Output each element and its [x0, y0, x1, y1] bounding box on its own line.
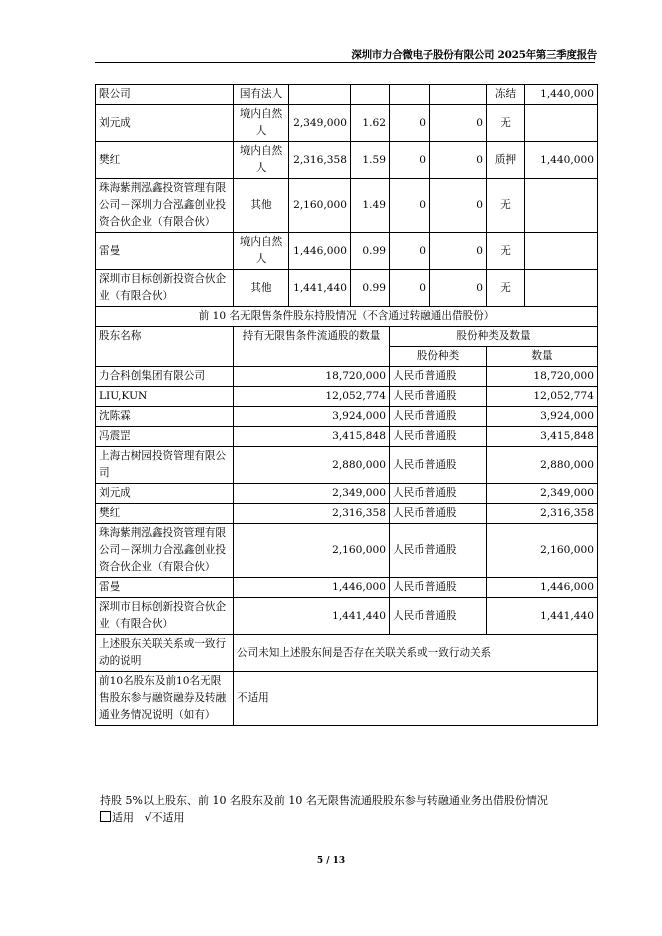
- unrestricted-title: 前 10 名无限售条件股东持股情况（不含通过转融通出借股份）: [96, 307, 598, 327]
- top10-nature: 境内自然人: [234, 142, 289, 179]
- relation-label: 上述股东关联关系或一致行动的说明: [96, 635, 234, 672]
- margin-value: 不适用: [234, 672, 598, 726]
- top10-shares: 2,316,358: [289, 142, 351, 179]
- col-header-kind: 股份种类及数量: [390, 327, 598, 347]
- unrestricted-type: 人民币普通股: [390, 484, 487, 504]
- unrestricted-name: 雷曼: [96, 578, 234, 598]
- top10-row: [96, 85, 598, 105]
- top10-name: 限公司: [96, 85, 234, 105]
- unrestricted-name: LIU,KUN: [96, 387, 234, 407]
- relation-value: 公司未知上述股东间是否存在关联关系或一致行动关系: [234, 635, 598, 672]
- unrestricted-type: 人民币普通股: [390, 407, 487, 427]
- col-header-kind-type: 股份种类: [390, 347, 487, 367]
- top10-shares: 1,441,440: [289, 270, 351, 307]
- unrestricted-type: 人民币普通股: [390, 427, 487, 447]
- margin-label: 前10名股东及前10名无限售股东参与融资融券及转融通业务情况说明（如有）: [96, 672, 234, 726]
- top10-restricted: 0: [390, 233, 430, 270]
- unrestricted-num: 2,880,000: [487, 447, 598, 484]
- top10-pledge-count: [525, 105, 598, 142]
- top10-shares: 2,349,000: [289, 105, 351, 142]
- col-header-name: 股东名称: [96, 327, 234, 367]
- top10-nature: 境内自然人: [234, 105, 289, 142]
- page-number: 5 / 13: [316, 856, 346, 866]
- top10-name: 珠海紫荆泓鑫投资管理有限公司－深圳力合泓鑫创业投资合伙企业（有限合伙）: [96, 179, 234, 233]
- top10-restricted: 0: [390, 105, 430, 142]
- top10-pledge-count: [525, 179, 598, 233]
- relation-row: [96, 635, 598, 672]
- top10-lent: [430, 85, 487, 105]
- unrestricted-num: 12,052,774: [487, 387, 598, 407]
- unrestricted-qty: 2,349,000: [234, 484, 390, 504]
- unrestricted-row: [96, 598, 598, 635]
- unrestricted-name: 冯震罡: [96, 427, 234, 447]
- unrestricted-num: 1,446,000: [487, 578, 598, 598]
- top10-lent: 0: [430, 142, 487, 179]
- unrestricted-type: 人民币普通股: [390, 598, 487, 635]
- unrestricted-row: [96, 447, 598, 484]
- unrestricted-name: 力合科创集团有限公司: [96, 367, 234, 387]
- unrestricted-type: 人民币普通股: [390, 524, 487, 578]
- top10-ratio: 1.62: [351, 105, 390, 142]
- unrestricted-name: 珠海紫荆泓鑫投资管理有限公司－深圳力合泓鑫创业投资合伙企业（有限合伙）: [96, 524, 234, 578]
- unrestricted-num: 2,316,358: [487, 504, 598, 524]
- unrestricted-row: [96, 504, 598, 524]
- top10-lent: 0: [430, 179, 487, 233]
- top10-restricted: 0: [390, 142, 430, 179]
- check-mark-icon: √: [144, 811, 152, 824]
- top10-ratio: 1.49: [351, 179, 390, 233]
- unrestricted-type: 人民币普通股: [390, 367, 487, 387]
- report-header: 深圳市力合微电子股份有限公司 2025年第三季度报告: [351, 49, 597, 61]
- unrestricted-qty: 1,441,440: [234, 598, 390, 635]
- top10-nature: 其他: [234, 270, 289, 307]
- top10-name: 刘元成: [96, 105, 234, 142]
- top10-restricted: 0: [390, 179, 430, 233]
- option-not-applicable: 不适用: [151, 811, 185, 824]
- top10-status: 冻结: [487, 85, 525, 105]
- unrestricted-type: 人民币普通股: [390, 578, 487, 598]
- top10-ratio: [351, 85, 390, 105]
- top10-row: [96, 233, 598, 270]
- top10-ratio: 0.99: [351, 270, 390, 307]
- top10-name: 雷曼: [96, 233, 234, 270]
- unrestricted-qty: 3,415,848: [234, 427, 390, 447]
- top10-pledge-count: [525, 270, 598, 307]
- top10-pledge-count: 1,440,000: [525, 85, 598, 105]
- top10-ratio: 0.99: [351, 233, 390, 270]
- unrestricted-num: 3,924,000: [487, 407, 598, 427]
- unrestricted-qty: 12,052,774: [234, 387, 390, 407]
- unrestricted-row: [96, 524, 598, 578]
- top10-row: [96, 142, 598, 179]
- unrestricted-num: 1,441,440: [487, 598, 598, 635]
- header-divider: [95, 62, 595, 63]
- top10-row: [96, 105, 598, 142]
- top10-lent: 0: [430, 233, 487, 270]
- unrestricted-name: 樊红: [96, 504, 234, 524]
- applicability-options: [100, 809, 548, 826]
- unrestricted-row: [96, 367, 598, 387]
- top10-restricted: 0: [390, 270, 430, 307]
- unrestricted-type: 人民币普通股: [390, 387, 487, 407]
- top10-shares: 1,446,000: [289, 233, 351, 270]
- shareholder-table: [95, 84, 598, 726]
- top10-name: 深圳市目标创新投资合伙企业（有限合伙）: [96, 270, 234, 307]
- top10-ratio: 1.59: [351, 142, 390, 179]
- unrestricted-name: 深圳市目标创新投资合伙企业（有限合伙）: [96, 598, 234, 635]
- unrestricted-qty: 18,720,000: [234, 367, 390, 387]
- unrestricted-row: [96, 484, 598, 504]
- col-header-kind-qty: 数量: [487, 347, 598, 367]
- top10-restricted: [390, 85, 430, 105]
- top10-status: 无: [487, 179, 525, 233]
- margin-row: [96, 672, 598, 726]
- top10-name: 樊红: [96, 142, 234, 179]
- unrestricted-qty: 1,446,000: [234, 578, 390, 598]
- lending-note: [100, 792, 548, 826]
- unrestricted-header-row: [96, 327, 598, 347]
- unrestricted-name: 刘元成: [96, 484, 234, 504]
- top10-status: 无: [487, 105, 525, 142]
- top10-nature: 其他: [234, 179, 289, 233]
- unrestricted-qty: 2,880,000: [234, 447, 390, 484]
- unrestricted-type: 人民币普通股: [390, 504, 487, 524]
- top10-row: [96, 179, 598, 233]
- unrestricted-type: 人民币普通股: [390, 447, 487, 484]
- unrestricted-name: 上海古树园投资管理有限公司: [96, 447, 234, 484]
- unrestricted-num: 18,720,000: [487, 367, 598, 387]
- top10-nature: 国有法人: [234, 85, 289, 105]
- lending-note-text: 持股 5%以上股东、前 10 名股东及前 10 名无限售流通股股东参与转融通业务出借股份情况: [100, 794, 548, 807]
- unrestricted-row: [96, 578, 598, 598]
- unrestricted-name: 沈陈霖: [96, 407, 234, 427]
- unrestricted-row: [96, 427, 598, 447]
- col-header-qty: 持有无限售条件流通股的数量: [234, 327, 390, 367]
- unrestricted-row: [96, 387, 598, 407]
- top10-row: [96, 270, 598, 307]
- option-applicable: 适用: [112, 811, 134, 824]
- unrestricted-qty: 3,924,000: [234, 407, 390, 427]
- top10-shares: [289, 85, 351, 105]
- unrestricted-row: [96, 407, 598, 427]
- top10-status: 无: [487, 270, 525, 307]
- unrestricted-title-row: [96, 307, 598, 327]
- unrestricted-num: 3,415,848: [487, 427, 598, 447]
- top10-lent: 0: [430, 270, 487, 307]
- top10-nature: 境内自然人: [234, 233, 289, 270]
- unrestricted-qty: 2,316,358: [234, 504, 390, 524]
- top10-lent: 0: [430, 105, 487, 142]
- top10-shares: 2,160,000: [289, 179, 351, 233]
- top10-status: 无: [487, 233, 525, 270]
- unrestricted-num: 2,160,000: [487, 524, 598, 578]
- unrestricted-qty: 2,160,000: [234, 524, 390, 578]
- unrestricted-num: 2,349,000: [487, 484, 598, 504]
- checkbox-icon: [100, 811, 111, 822]
- top10-pledge-count: 1,440,000: [525, 142, 598, 179]
- top10-status: 质押: [487, 142, 525, 179]
- top10-pledge-count: [525, 233, 598, 270]
